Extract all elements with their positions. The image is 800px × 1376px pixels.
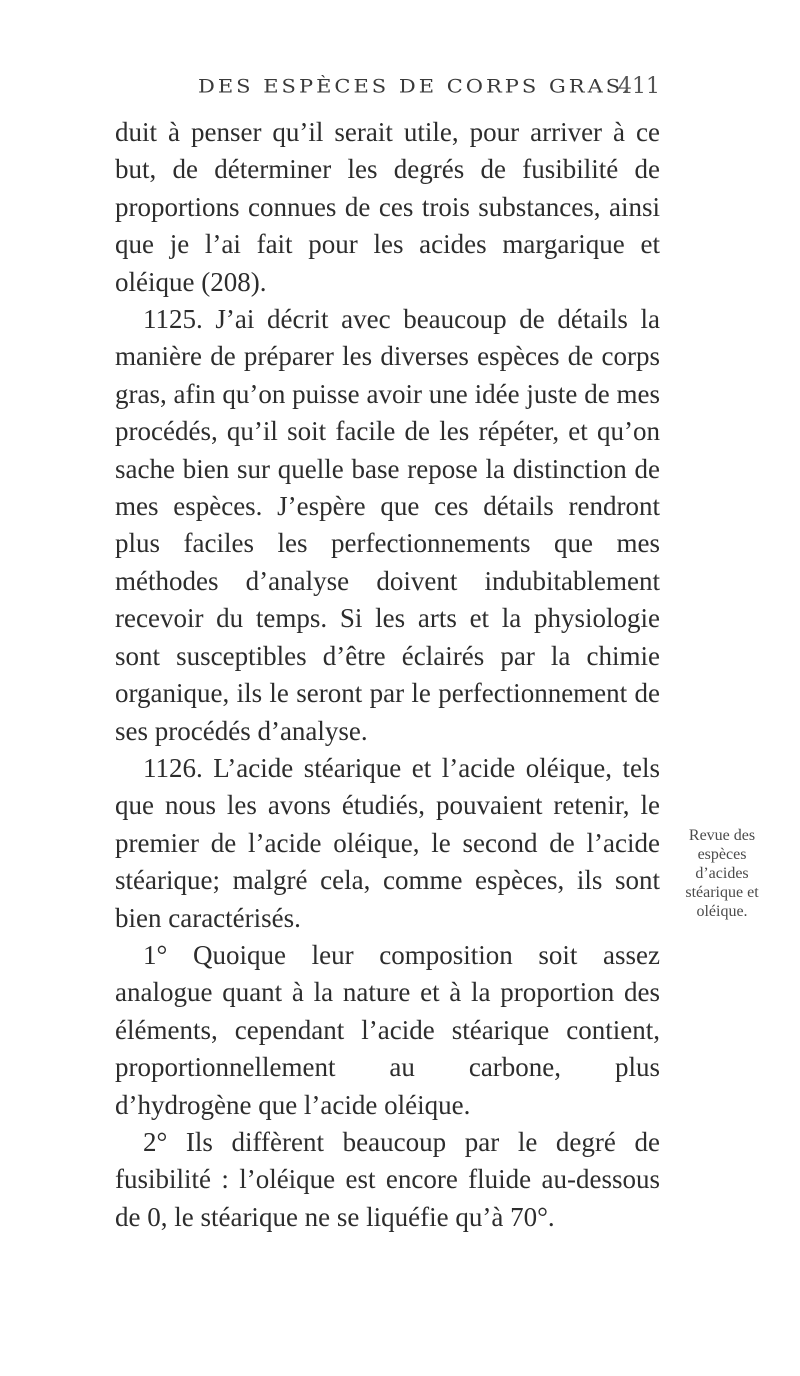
paragraph-1126: 1126. L’acide stéarique et l’acide oléique, tels que nous les avons étudiés, pouvaient retenir, le premier de l’acide oléique, le second de l’acide stéarique; malgré cela, comme espèces, ils sont bien caractérisés. [115,752,660,933]
page-header [150,72,660,108]
paragraph-point-1: 1° Quoique leur composition soit assez analogue quant à la nature et à la proportion des éléments, cependant l’acide stéarique contient, proportionnellement au carbone, plus d’hydrogène que l’acide oléique. [115,939,660,1120]
paragraph-point-2: 2° Ils diffèrent beaucoup par le degré de fusibilité : l’oléique est encore fluide au-dessous de 0, le stéarique ne se liquéfie qu’à 70°. [115,1126,660,1232]
margin-note: Revue des espèces d’acides stéarique et oléique. [685,827,759,920]
paragraph-1125: 1125. J’ai décrit avec beaucoup de détails la manière de préparer les diverses espèces de corps gras, afin qu’on puisse avoir une idée juste de mes procédés, qu’il soit facile de les répéter, et qu’on sache bien sur quelle base repose la distinction de mes espèces. J’espère que ces détails rendront plus faciles les perfectionnements que mes méthodes d’analyse doivent indubitablement recevoir du temps. Si les arts et la physiologie sont susceptibles d’être éclairés par la chimie organique, ils le seront par le perfectionnement de ses procédés d’analyse. [115,304,660,746]
page-number: 411 [618,74,660,99]
running-title: DES ESPÈCES DE CORPS GRAS. [198,75,633,97]
paragraph-continuation: duit à penser qu’il serait utile, pour arriver à ce but, de déterminer les degrés de fusibilité de proportions connues de ces trois substances, ainsi que je l’ai fait pour les acides margarique et oléique (208). [115,117,660,297]
body-text [115,114,660,1236]
